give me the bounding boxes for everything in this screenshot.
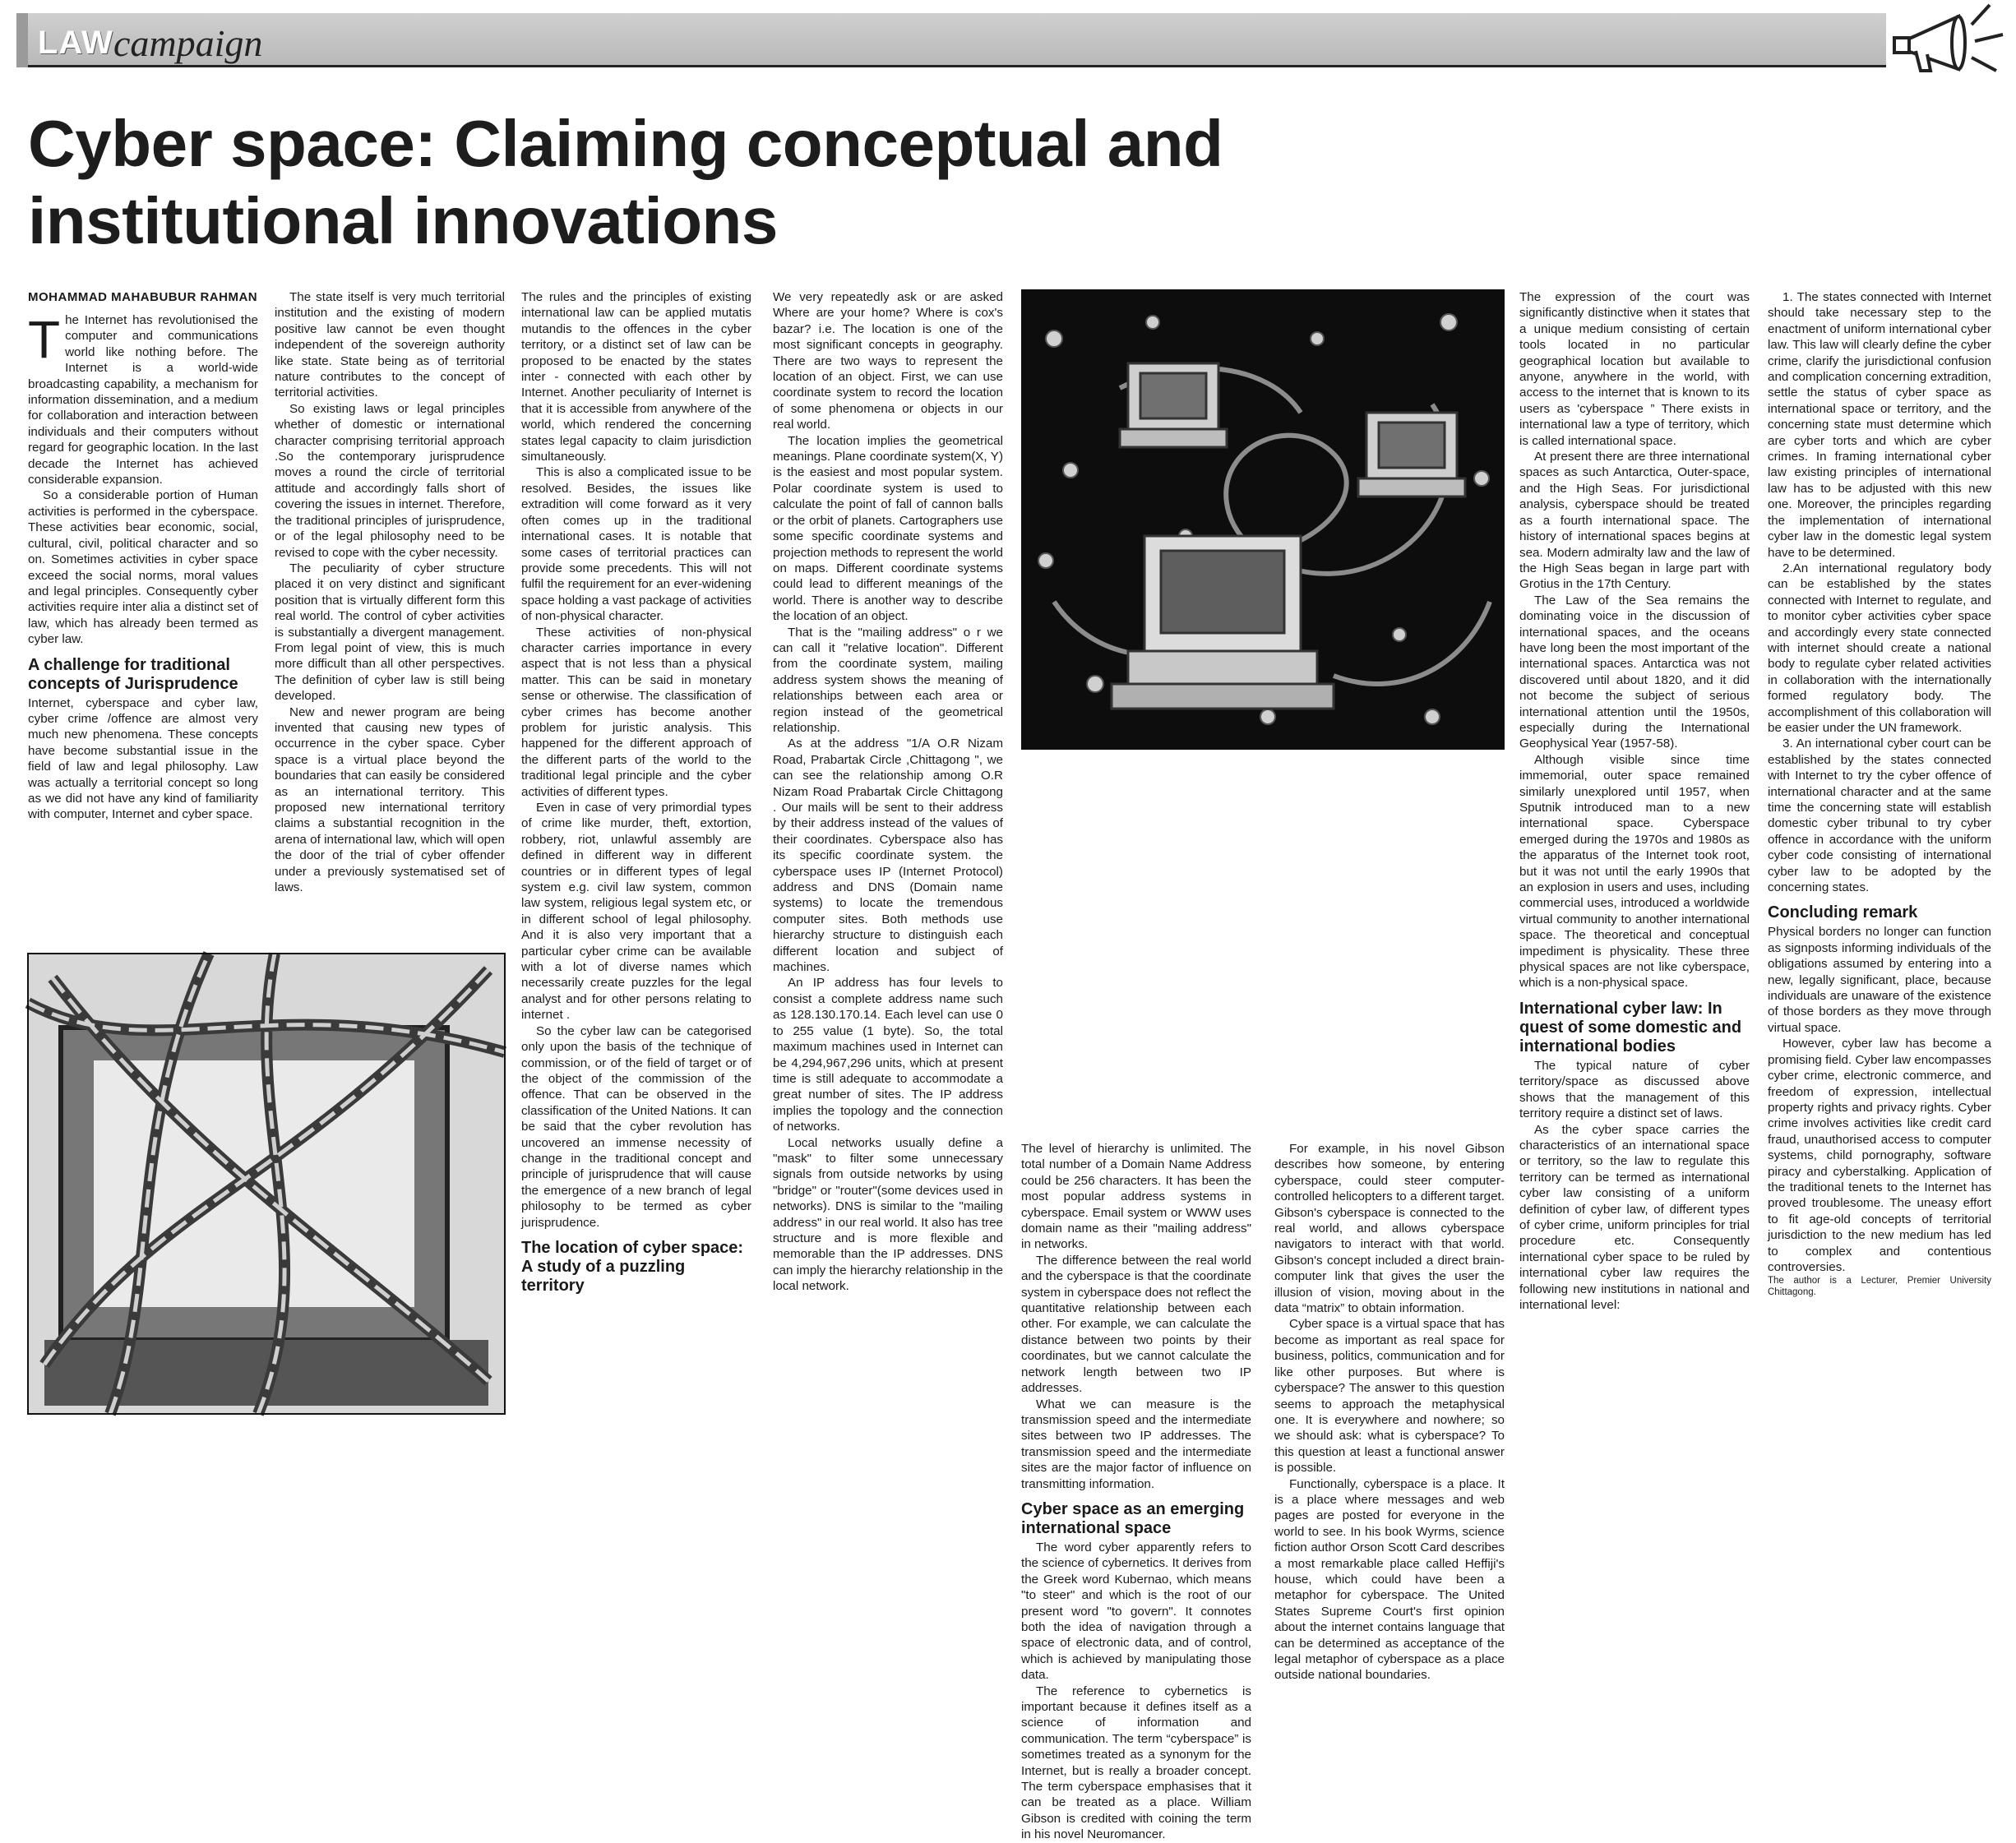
drop-cap: T — [28, 310, 61, 369]
paragraph: The level of hierarchy is unlimited. The total number of a Domain Name Address could be 256 characters. It has been the most popular address systems in cyberspace. Email system or WWW uses domain name as their "mailing address" in networks. — [1021, 1142, 1251, 1252]
author-note: The author is a Lecturer, Premier University Chittagong. — [1768, 1276, 1991, 1298]
column-6 — [1274, 1141, 1505, 1683]
subhead-emerging: Cyber space as an emerging international space — [1021, 1499, 1245, 1537]
paragraph: The peculiarity of cyber structure placed it on very distinct and significant position that is virtually different form this real world. The control of cyber activities is substantially a divergent management. From legal point of view, this is much more difficult than all other perspectives. The definition of cyber law is still being developed. — [275, 561, 505, 704]
paragraph: Although visible since time immemorial, outer space remained similarly unexplored until 1957, when Sputnik introduced man to a new international space. Cyberspace emerged during the 1970s and 1980s as the apparatus of the Internet took root, but it was not until the early 1990s that an explosion in users and uses, including commercial uses, introduced a worldwide virtual community to another international space. The theoretical and conceptual impediment is physicality. These three physical spaces are not like cyberspace, which is a non-physical space. — [1519, 752, 1750, 991]
paragraph: Physical borders no longer can function as signposts informing individuals of the obligations assumed by entering into a new, legally significant, place, because individuals are unaware of the existence of those borders as they move through virtual space. — [1768, 925, 1991, 1035]
column-1 — [28, 289, 258, 947]
paragraph: As at the address "1/A O.R Nizam Road, Prabartak Circle ,Chittagong ", we can see the relationship among O.R Nizam Road Prabartak Circle Chittagong . Our mails will be sent to their address by their address instead of the values of their coordinates. Cyberspace also has its specific coordinate system. the cyberspace uses IP (Internet Protocol) address and DNS (Domain name systems) to locate the tremendous computer sites. Both methods use hierarchy structure to distinguish each different location and subject of machines. — [773, 737, 1003, 975]
paragraph: We very repeatedly ask or are asked Where are your home? Where is cox's bazar? i.e. The location is one of the most significant concepts in geography. There are two ways to represent the location of an object. First, we can use coordinate system to record the location of some phenomena or objects in our real world. — [773, 290, 1003, 432]
paragraph: The word cyber apparently refers to the science of cybernetics. It derives from the Greek word Kubernao, which means "to steer" and which is the root of our present word "to govern". It connotes both the idea of navigation through a space of electronic data, and of control, which is achieved by manipulating those data. — [1021, 1540, 1251, 1683]
paragraph: Cyber space is a virtual space that has become as important as real space for business, politics, communication and for like other purposes. But where is cyberspace? The answer to this question seems to approach the metaphysical one. It is everywhere and nowhere; so we should ask: what is cyberspace? To this question at least a functional answer is possible. — [1274, 1317, 1505, 1476]
section-header-band — [28, 13, 1886, 67]
network-computers-photo — [1021, 289, 1505, 750]
paragraph: Local networks usually define a "mask" to filter some unnecessary signals from outside networks by using "bridge" or "router"(some devices used in networks). DNS is similar to the "mailing address" in our real world. It also has tree structure and is more flexible and memorable than the IP addresses. DNS can imply the hierarchy relationship in the local network. — [773, 1135, 1003, 1294]
paragraph: The reference to cybernetics is important because it defines itself as a science of information and communication. The term “cyberspace” is sometimes treated as a synonym for the Internet, but is really a broader concept. The term cyberspace emphasises that it can be treated as a place. William Gibson is credited with coining the term in his novel Neuromancer. — [1021, 1684, 1251, 1842]
paragraph: 2.An international regulatory body can be established by the states connected with Internet to regulate, and to monitor cyber activities cyber space and accordingly every state connected with internet should create a national body to regulate cyber related activities in collaboration with the internationally formed regulatory body. The accomplishment of this collaboration will be easier under the UN framework. — [1768, 561, 1991, 735]
megaphone-icon — [1883, 0, 2006, 82]
subhead-bodies: International cyber law: In quest of some domestic and international bodies — [1519, 999, 1742, 1055]
column-2 — [275, 289, 505, 947]
paragraph: The location implies the geometrical meanings. Plane coordinate system(X, Y) is the easiest and most popular system. Polar coordinate system is used to calculate the point of fall of cannon balls or the orbit of planets. Cartographers use some specific coordinate systems and projection methods to represent the world on maps. Different coordinate systems could lead to different meanings of the world. There is another way to describe the location of an object. — [773, 433, 1003, 624]
paragraph: Functionally, cyberspace is a place. It is a place where messages and web pages are posted for everyone in the world to see. In his book Wyrms, science fiction author Orson Scott Card describes a most remarkable place called Heffiji's house, which could have been a metaphor for cyberspace. The United States Supreme Court's first opinion about the internet contains language that can be determined as acceptance of the legal metaphor of cyberspace as a place outside national boundaries. — [1274, 1476, 1505, 1683]
paragraph: So a considerable portion of Human activities is performed in the cyberspace. These activities bear economic, social, cultural, civil, political character and so on. Sometimes activities in cyber space exceed the social norms, moral values and legal principles. Consequently cyber activities require inter alia a distinct set of law, which has already been termed as cyber law. — [28, 488, 258, 647]
paragraph: 1. The states connected with Internet should take necessary step to the enactment of uniform international cyber law. This law will clearly define the cyber crime, clarify the jurisdictional confusion and complication concerning extradition, settle the status of cyber space as international space or territory, and the concerning state must determine which are cyber torts and which are cyber crimes. In framing international cyber law existing principles of international law has to be adjusted with this new one. Moreover, the principles regarding the implementation of international cyber law in the domestic legal system have to be determined. — [1768, 290, 1991, 560]
paragraph: The rules and the principles of existing international law can be applied mutatis mutandis to the offences in the cyber territory, or a distinct set of law can be proposed to be enacted by the states inter - connected with each other by Internet. Another peculiarity of Internet is that it is accessible from anywhere of the world, which rendered the concerning states legal capacity to claim jurisdiction simultaneously. — [521, 290, 751, 464]
paragraph: These activities of non-physical character carries importance in every aspect that is not less than a physical matter. This can be said in monetary sense or otherwise. The classification of cyber crimes has become another problem for juristic analysis. This happened for the different approach of the different parts of the world to the traditional legal principle and the cyber activities of different types. — [521, 625, 751, 799]
paragraph: This is also a complicated issue to be resolved. Besides, the issues like extradition will come forward as it very often comes up in the traditional international cases. It is notable that some cases of territorial practices can provide some precedents. This will not fulfil the requirement for an ever-widening space holding a vast package of activities of non-physical character. — [521, 465, 751, 624]
column-7 — [1519, 289, 1750, 1424]
paragraph: The typical nature of cyber territory/space as discussed above shows that the management of this territory require a distinct set of laws. — [1519, 1058, 1750, 1121]
section-label-campaign: campaign — [113, 22, 263, 64]
paragraph: At present there are three international spaces as such Antarctica, Outer-space, and the High Seas. For jurisdictional analysis, cyberspace should be treated as a fourth international space. The history of international spaces begins at sea. Modern admiralty law and the law of the High Seas began in large part with Grotius in the 17th Century. — [1519, 450, 1750, 592]
paragraph: For example, in his novel Gibson describes how someone, by entering cyberspace, could steer computer-controlled helicopters to a different target. Gibson's cyberspace is connected to the real world, and allows cyberspace navigators to interact with that world. Gibson's concept included a direct brain-computer link that gives the user the illusion of vision, moving about in the data “matrix” to obtain information. — [1274, 1142, 1505, 1316]
section-label-law: LAW — [38, 25, 113, 61]
paragraph: As the cyber space carries the characteristics of an international space or territory, so the law to regulate this territory can be termed as international cyber law consisting of a uniform definition of cyber law, of different types of cyber crime, uniform principles for trial procedure etc. Consequently international cyber space to be ruled by international cyber law requires the following new institutions in national and international level: — [1519, 1122, 1750, 1312]
column-4 — [773, 289, 1003, 1424]
subhead-concluding: Concluding remark — [1768, 903, 1918, 922]
paragraph: The difference between the real world and the cyberspace is that the coordinate system in cyberspace does not reflect the quantitative relationship between each other. For example, we can calculate the distance between two points by their coordinates, but we cannot calculate the network length between two IP addresses. — [1021, 1253, 1251, 1396]
headline: Cyber space: Claiming conceptual and institutional innovations — [28, 107, 1223, 257]
chained-computer-photo — [28, 954, 505, 1414]
column-5 — [1021, 1141, 1251, 1842]
paragraph: So the cyber law can be categorised only upon the basis of the technique of commission, or of the field of target or of the object of the commission of the offence. That can be observed in the classification of the United Nations. It can be said that the cyber revolution has uncovered an immense necessity of change in the traditional concept and principle of jurisprudence that will cause the emergence of a new branch of legal philosophy to be termed as cyber jurisprudence. — [521, 1023, 751, 1230]
paragraph: Even in case of very primordial types of crime like murder, theft, extortion, robbery, riot, unlawful assembly are defined in different way in different countries or in different types of legal system e.g. civil law system, common law system, religious legal system etc, or in different school of legal philosophy. And it is also very important that a particular cyber crime can be available with a lot of diverse names which necessarily create puzzles for the legal analyst and for other persons relating to internet . — [521, 801, 751, 1023]
paragraph: That is the "mailing address" o r we can call it "relative location". Different from the coordinate system, mailing address system shows the meaning of relationships between each area or region instead of the geometrical relationship. — [773, 625, 1003, 735]
paragraph: 3. An international cyber court can be established by the states connected with Internet to try the cyber offence of international character and at the same time the concerning state will establish domestic cyber tribunal to try cyber offence in accordance with the uniform cyber code consisting of international cyber law to be adopted by the concerning states. — [1768, 737, 1991, 895]
paragraph: What we can measure is the transmission speed and the intermediate sites between two IP addresses. The transmission speed and the intermediate sites are the major factor of influence on transmitting information. — [1021, 1397, 1251, 1491]
header-band-edge — [16, 13, 28, 67]
paragraph: The state itself is very much territorial institution and the existing of modern positive law cannot be even thought independent of the sovereign authority like state. State being as of territorial nature contributes to the concept of territorial activities. — [275, 290, 505, 400]
column-3 — [521, 289, 751, 1424]
paragraph: New and newer program are being invented that causing new types of occurrence in the cyber space. Cyber space is a virtual place beyond the boundaries that can easily be considered as an international territory. This proposed new international territory claims a substantial recognition in the arena of international law, which will open the door of the trial of cyber offender under a previously systematised set of laws. — [275, 704, 505, 895]
column-8 — [1768, 289, 1991, 1424]
paragraph: The expression of the court was significantly distinctive when it states that a unique medium consisting of certain tools located in no particular geographical location but available to anyone, anywhere in the world, with access to the internet that is known to its users as 'cyberspace ” There exists in international law a type of territory, which is called international space. — [1519, 290, 1750, 448]
subhead-location: The location of cyber space: A study of a puzzling territory — [521, 1238, 744, 1295]
paragraph: So existing laws or legal principles whether of domestic or international character comprising territorial approach .So the contemporary jurisprudence moves a round the circle of territorial attitude and accordingly falls short of covering the issues in internet. Therefore, the traditional principles of jurisprudence, or of the legal philosophy need to be revised to cope with the cyber necessity. — [275, 401, 505, 560]
paragraph: he Internet has revolutionised the computer and communications world like nothing before. The Internet is a world-wide broadcasting capability, a mechanism for information dissemination, and a medium for collaboration and interaction between individuals and their computers without regard for geographic location. In the last decade the Internet has achieved considerable expansion. — [28, 313, 258, 487]
subhead-challenge: A challenge for traditional concepts of Jurisprudence — [28, 655, 238, 693]
paragraph: An IP address has four levels to consist a complete address name such as 128.130.170.14. Each level can use 0 to 255 value (1 byte). So, the total maximum machines used in Internet can be 4,294,967,296 units, which at present time is still adequate to accommodate a great number of sites. The IP address implies the topology and the connection of networks. — [773, 976, 1003, 1134]
paragraph: The Law of the Sea remains the dominating voice in the discussion of international spaces, and the oceans have long been the most important of the international spaces. Antarctica was not discovered until about 1820, and it did not become the subject of serious international attention until the 1950s, especially during the International Geophysical Year (1957-58). — [1519, 593, 1750, 751]
byline: MOHAMMAD MAHABUBUR RAHMAN — [28, 290, 258, 304]
paragraph: However, cyber law has become a promising field. Cyber law encompasses cyber crime, electronic commerce, and freedom of expression, intellectual property rights and privacy rights. Cyber crime involves activities like credit card fraud, unauthorised access to computer systems, child pornography, software piracy and cyberstalking. Application of the traditional tenets to the Internet has proved troublesome. The uneasy effort to fit age-old concepts of territorial jurisdiction to the new medium has led to complex and contentious controversies. — [1768, 1037, 1991, 1274]
paragraph: Internet, cyberspace and cyber law, cyber crime /offence are almost very much new phenomena. These concepts have become substantial issue in the field of law and legal philosophy. Law was actually a territorial concept so long as we did not have any kind of familiarity with computer, Internet and cyber space. — [28, 695, 258, 822]
